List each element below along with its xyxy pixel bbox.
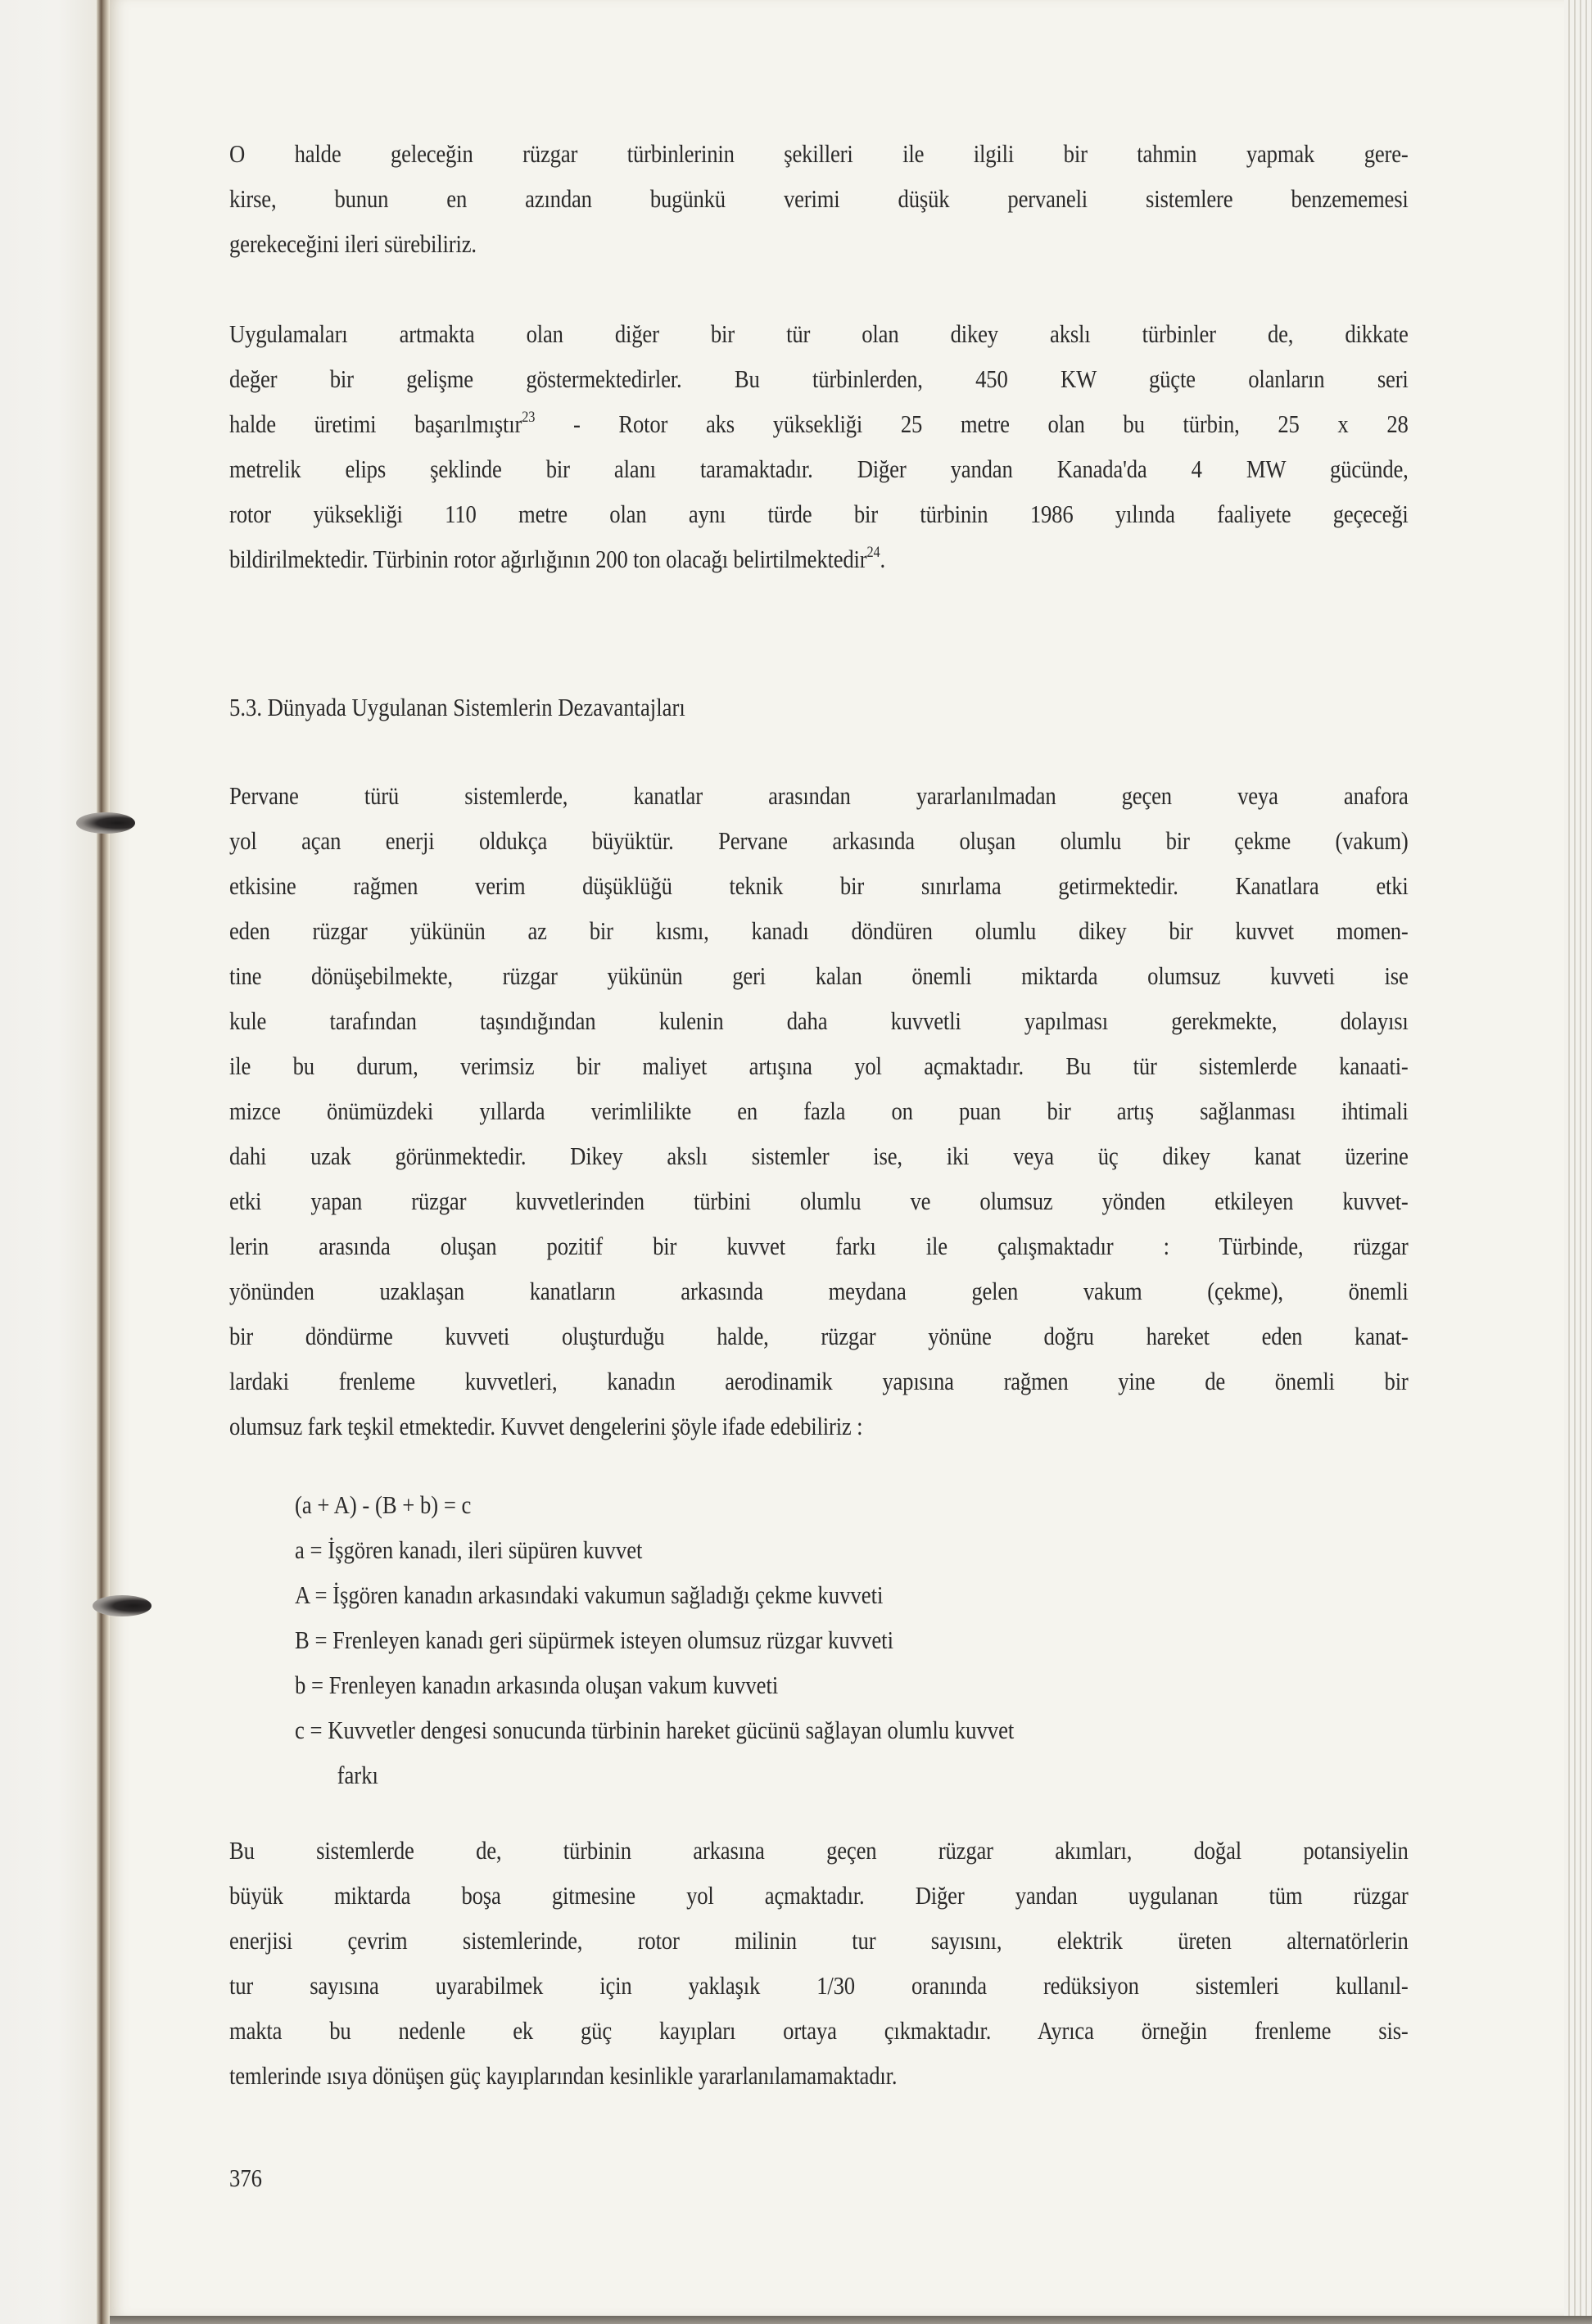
text-line: temlerinde ısıya dönüşen güç kayıplarından kesinlikle yararlanılamamaktadır.: [229, 2061, 898, 2090]
text-line: Pervane türü sistemlerde, kanatlar arasından yararlanılmadan geçen veya anafora: [229, 781, 1409, 810]
previous-page-edge: [0, 0, 97, 2324]
text-line: dahi uzak görünmektedir. Dikey akslı sistemler ise, iki veya üç dikey kanat üzerine: [229, 1142, 1409, 1170]
definition-c-continuation: farkı: [337, 1761, 378, 1789]
paragraph-3: [229, 773, 1409, 1449]
text-line: gerekeceğini ileri sürebiliriz.: [229, 229, 477, 258]
text-line: kule tarafından taşındığından kulenin daha kuvvetli yapılması gerekmekte, dolayısı: [229, 1006, 1409, 1035]
text-line: mizce önümüzdeki yıllarda verimlilikte en fazla on puan bir artış sağlanması ihtimali: [229, 1096, 1409, 1125]
paragraph-1: [229, 131, 1409, 266]
text-line: etki yapan rüzgar kuvvetlerinden türbini olumlu ve olumsuz yönden etkileyen kuvvet-: [229, 1187, 1409, 1215]
text-line: lerin arasında oluşan pozitif bir kuvvet farkı ile çalışmaktadır : Türbinde, rüzgar: [229, 1232, 1409, 1260]
text-line: eden rüzgar yükünün az bir kısmı, kanadı döndüren olumlu dikey bir kuvvet momen-: [229, 916, 1409, 945]
paragraph-2: [229, 311, 1409, 581]
binding-hole-icon: [93, 1595, 152, 1616]
text-line: O halde geleceğin rüzgar türbinlerinin şekilleri ile ilgili bir tahmin yapmak gere-: [229, 139, 1409, 168]
text-line: yönünden uzaklaşan kanatların arkasında meydana gelen vakum (çekme), önemli: [229, 1277, 1409, 1305]
text-line: metrelik elips şeklinde bir alanı taramaktadır. Diğer yandan Kanada'da 4 MW gücünde,: [229, 454, 1409, 483]
definition-A: A = İşgören kanadın arkasındaki vakumun sağladığı çekme kuvveti: [295, 1580, 884, 1609]
page-bottom-edge: [110, 2316, 1592, 2324]
section-heading: 5.3. Dünyada Uygulanan Sistemlerin Dezavantajları: [229, 693, 685, 721]
force-balance-equations: [295, 1482, 1400, 1797]
equation: (a + A) - (B + b) = c: [295, 1490, 472, 1519]
text-line: etkisine rağmen verim düşüklüğü teknik bir sınırlama getirmektedir. Kanatlara etki: [229, 871, 1409, 900]
footnote-ref: 24: [866, 544, 880, 561]
text-line: kirse, bunun en azından bugünkü verimi düşük pervaneli sistemlere benzememesi: [229, 184, 1409, 213]
text-line: ile bu durum, verimsiz bir maliyet artışına yol açmaktadır. Bu tür sistemlerde kanaati-: [229, 1051, 1409, 1080]
text-line: rotor yüksekliği 110 metre olan aynı türde bir türbinin 1986 yılında faaliyete geçeceği: [229, 500, 1409, 528]
page-stack-edges: [1564, 0, 1592, 2324]
binding-hole-icon: [76, 812, 135, 834]
text-line: tur sayısına uyarabilmek için yaklaşık 1/30 oranında redüksiyon sistemleri kullanıl-: [229, 1971, 1409, 2000]
text-line: Bu sistemlerde de, türbinin arkasına geçen rüzgar akımları, doğal potansiyelin: [229, 1836, 1409, 1865]
footnote-ref: 23: [522, 409, 536, 426]
text-line: büyük miktarda boşa gitmesine yol açmaktadır. Diğer yandan uygulanan tüm rüzgar: [229, 1881, 1409, 1910]
definition-B: B = Frenleyen kanadı geri süpürmek isteyen olumsuz rüzgar kuvveti: [295, 1625, 893, 1654]
text-line: değer bir gelişme göstermektedirler. Bu türbinlerden, 450 KW güçte olanların seri: [229, 364, 1409, 393]
text-line: olumsuz fark teşkil etmektedir. Kuvvet dengelerini şöyle ifade edebiliriz :: [229, 1412, 863, 1440]
text-line: tine dönüşebilmekte, rüzgar yükünün geri kalan önemli miktarda olumsuz kuvveti ise: [229, 961, 1409, 990]
text-line: enerjisi çevrim sistemlerinde, rotor milinin tur sayısını, elektrik üreten alternatörlerin: [229, 1926, 1409, 1955]
text-line: makta bu nedenle ek güç kayıpları ortaya çıkmaktadır. Ayrıca örneğin frenleme sis-: [229, 2016, 1409, 2045]
definition-a: a = İşgören kanadı, ileri süpüren kuvvet: [295, 1535, 643, 1564]
book-spine: [97, 0, 110, 2324]
definition-b: b = Frenleyen kanadın arkasında oluşan vakum kuvveti: [295, 1671, 779, 1699]
text-line: Uygulamaları artmakta olan diğer bir tür olan dikey akslı türbinler de, dikkate: [229, 319, 1409, 348]
text-line: halde üretimi başarılmıştır$^{23}$ - Rotor aks yüksekliği 25 metre olan bu türbin, 25 x 28: [229, 409, 1409, 438]
text-line: bir döndürme kuvveti oluşturduğu halde, rüzgar yönüne doğru hareket eden kanat-: [229, 1322, 1409, 1350]
definition-c: c = Kuvvetler dengesi sonucunda türbinin hareket gücünü sağlayan olumlu kuvvet: [295, 1716, 1015, 1744]
page-number: 376: [229, 2163, 262, 2192]
text-line: lardaki frenleme kuvvetleri, kanadın aerodinamik yapısına rağmen yine de önemli bir: [229, 1367, 1409, 1395]
paragraph-4: [229, 1828, 1409, 2098]
text-line: bildirilmektedir. Türbinin rotor ağırlığının 200 ton olacağı belirtilmektedir$^{24}$.: [229, 544, 886, 573]
text-line: yol açan enerji oldukça büyüktür. Pervane arkasında oluşan olumlu bir çekme (vakum): [229, 826, 1409, 855]
